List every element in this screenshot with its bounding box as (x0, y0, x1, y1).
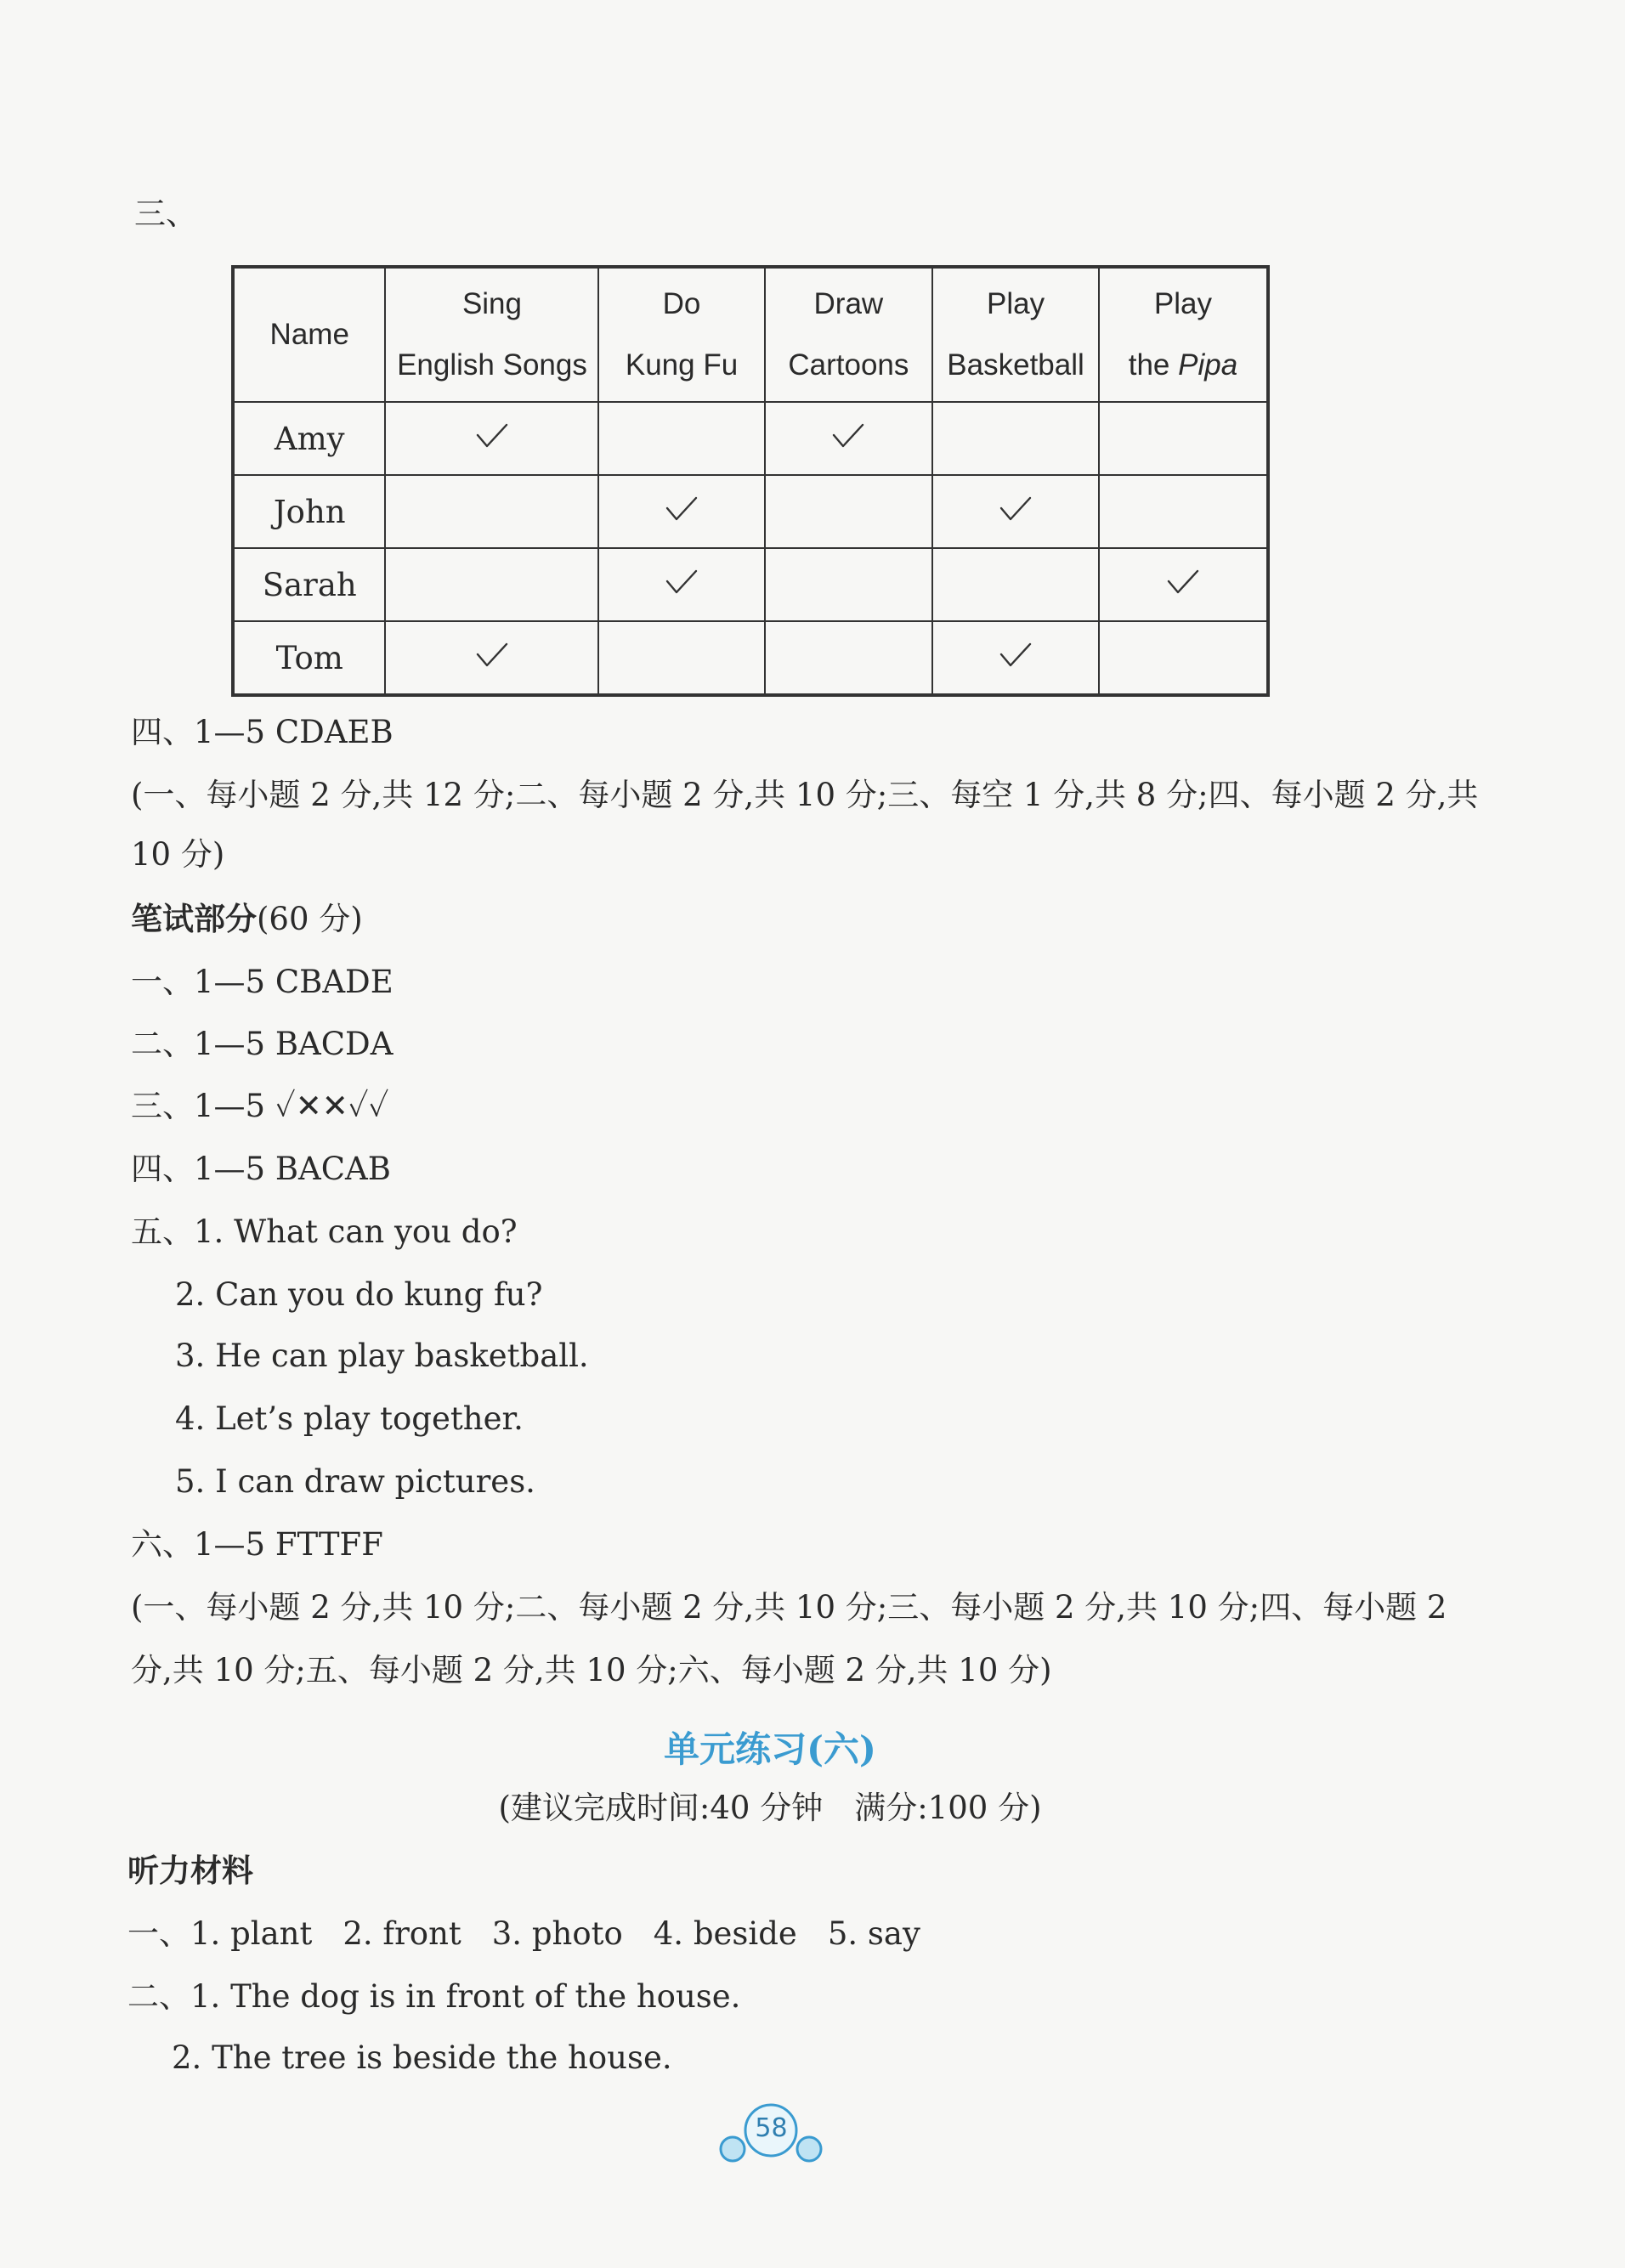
header-do-kung-fu (598, 267, 764, 402)
written-q5-item: 4. Let’s play together. (175, 1400, 524, 1437)
check-mark-icon (475, 642, 509, 669)
row-cell (765, 402, 933, 475)
header-line2a: the (1128, 348, 1179, 382)
table-header-row (233, 267, 1268, 402)
listening-scoring-line1: (一、每小题 2 分,共 12 分;二、每小题 2 分,共 10 分;三、每空 1 分,共 8 分;四、每小题 2 分,共 (131, 777, 1479, 813)
written-q5-item: 五、1. What can you do? (131, 1213, 518, 1250)
check-mark-icon (1166, 568, 1200, 596)
row-cell (385, 402, 598, 475)
header-line1: Sing (461, 287, 522, 320)
written-scoring-line2: 分,共 10 分;五、每小题 2 分,共 10 分;六、每小题 2 分,共 10 分) (131, 1652, 1052, 1688)
written-q2: 二、1—5 BACDA (131, 1026, 394, 1062)
materials-q1-item: 4. beside (653, 1915, 797, 1952)
row-cell (765, 548, 933, 621)
page-number-badge (714, 2103, 829, 2171)
table-row (233, 402, 1268, 475)
unit-title: 单元练习(六) (664, 1728, 876, 1770)
header-name: Name (233, 267, 385, 402)
header-play-the-pipa (1099, 267, 1268, 402)
header-line2: Cartoons (788, 348, 909, 382)
header-line2b: Pipa (1178, 348, 1238, 382)
header-line2: Basketball (947, 348, 1084, 382)
header-line1: Play (1153, 287, 1212, 320)
row-cell (1099, 621, 1268, 695)
materials-q1-item: 2. front (343, 1915, 461, 1952)
row-cell (598, 621, 764, 695)
written-q1: 一、1—5 CBADE (131, 964, 394, 1000)
materials-q1-item: 一、1. plant (127, 1915, 313, 1952)
written-q5-item: 2. Can you do kung fu? (175, 1276, 543, 1313)
materials-q1 (127, 1914, 920, 1954)
written-q6: 六、1—5 FTTFF (131, 1526, 383, 1563)
row-name: John (233, 475, 385, 548)
row-cell (598, 548, 764, 621)
materials-q1-item: 5. say (827, 1915, 920, 1952)
row-cell (1099, 475, 1268, 548)
row-cell (765, 621, 933, 695)
section-3-label: 三、 (134, 195, 197, 232)
table-row (233, 548, 1268, 621)
row-cell (932, 548, 1099, 621)
row-cell (765, 475, 933, 548)
header-play-basketball (932, 267, 1099, 402)
row-cell (598, 475, 764, 548)
row-cell (598, 402, 764, 475)
check-mark-icon (665, 568, 699, 596)
page-number: 58 (755, 2113, 788, 2143)
row-cell (1099, 548, 1268, 621)
listening-scoring-line2: 10 分) (131, 836, 225, 873)
written-heading-group (131, 899, 363, 940)
written-q5-item: 5. I can draw pictures. (175, 1463, 535, 1500)
materials-q2-item: 二、1. The dog is in front of the house. (127, 1978, 741, 2015)
materials-q1-item: 3. photo (491, 1915, 623, 1952)
row-cell (932, 621, 1099, 695)
row-cell (385, 475, 598, 548)
materials-heading: 听力材料 (127, 1852, 253, 1889)
row-cell (932, 402, 1099, 475)
check-mark-icon (475, 422, 509, 450)
unit-subtitle: (建议完成时间:40 分钟 满分:100 分) (498, 1790, 1042, 1826)
materials-q2-item: 2. The tree is beside the house. (172, 2039, 672, 2076)
written-q4: 四、1—5 BACAB (131, 1151, 391, 1187)
header-line1: Do (662, 287, 701, 320)
row-cell (1099, 402, 1268, 475)
row-name: Tom (233, 621, 385, 695)
header-line1: Draw (813, 287, 884, 320)
table-row (233, 475, 1268, 548)
check-mark-icon (999, 495, 1033, 523)
row-cell (385, 548, 598, 621)
row-name: Sarah (233, 548, 385, 621)
table-row (233, 621, 1268, 695)
answer-table (231, 265, 1270, 697)
header-line2 (1100, 335, 1266, 396)
header-line2: Kung Fu (625, 348, 739, 382)
check-mark-icon (831, 422, 865, 450)
header-draw-cartoons (765, 267, 933, 402)
listening-q4: 四、1—5 CDAEB (131, 714, 394, 750)
header-line2: English Songs (397, 348, 587, 382)
row-name: Amy (233, 402, 385, 475)
written-q5-item: 3. He can play basketball. (175, 1338, 589, 1374)
written-heading: 笔试部分 (131, 901, 257, 937)
row-cell (932, 475, 1099, 548)
header-line1: Play (987, 287, 1045, 320)
check-mark-icon (999, 642, 1033, 669)
written-q3: 三、1—5 ✓✕✕✓✓ (131, 1088, 389, 1124)
written-scoring-line1: (一、每小题 2 分,共 10 分;二、每小题 2 分,共 10 分;三、每小题 2 分,共 10 分;四、每小题 2 (131, 1589, 1447, 1626)
written-heading-score: (60 分) (257, 901, 363, 937)
row-cell (385, 621, 598, 695)
check-mark-icon (665, 495, 699, 523)
header-sing-english-songs (385, 267, 598, 402)
